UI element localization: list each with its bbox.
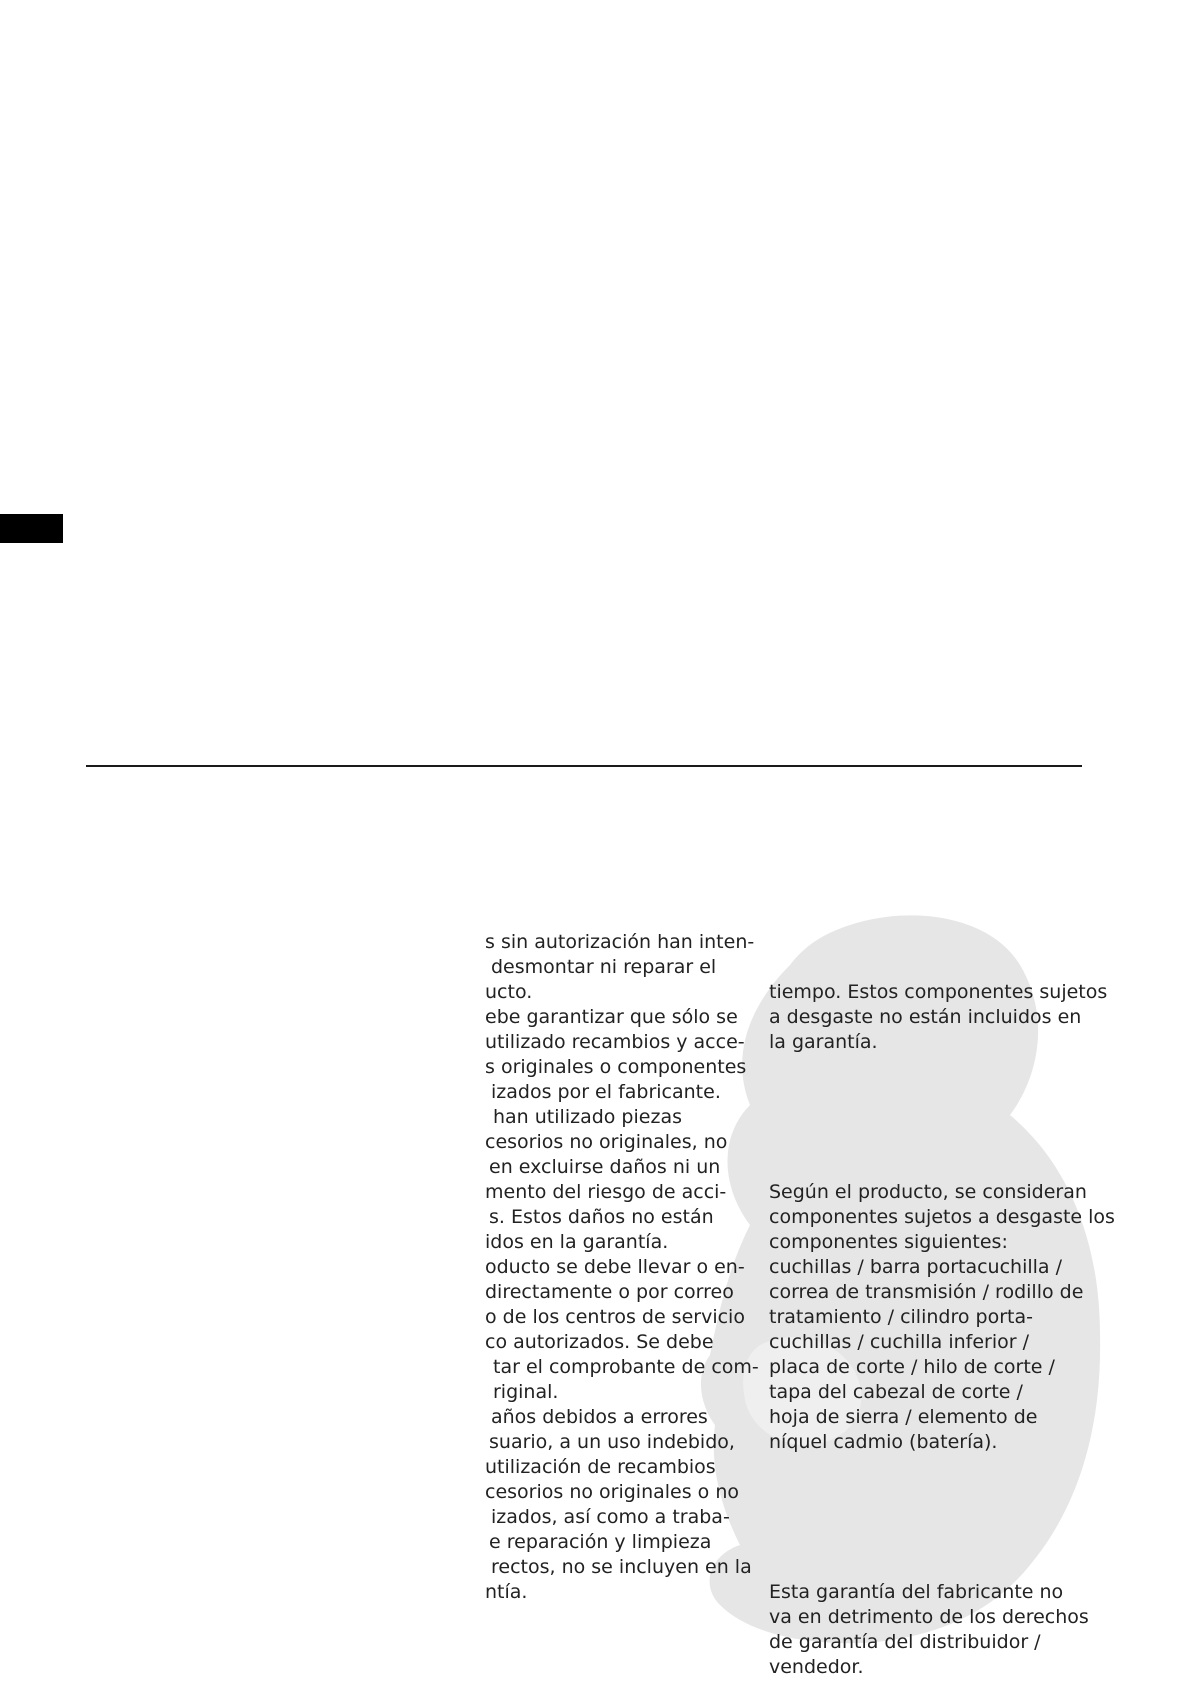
left-column-line: cesorios no originales, no: [485, 1131, 728, 1153]
left-column-line: s. Estos daños no están: [489, 1206, 714, 1228]
left-column-line: idos en la garantía.: [485, 1231, 669, 1253]
left-column-line: oducto se debe llevar o en-: [485, 1256, 745, 1278]
paragraph-manufacturer-warranty: [769, 1580, 1115, 1680]
left-column-line: han utilizado piezas: [493, 1106, 682, 1128]
right-column-line: placa de corte / hilo de corte /: [769, 1356, 1055, 1378]
left-column-line: años debidos a errores: [491, 1406, 708, 1428]
right-column-line: tiempo. Estos componentes sujetos: [769, 981, 1108, 1003]
right-column-line: níquel cadmio (batería).: [769, 1431, 998, 1453]
left-column-line: suario, a un uso indebido,: [489, 1431, 735, 1453]
left-column-line: riginal.: [493, 1381, 559, 1403]
paragraph-wear-parts-list: [769, 1180, 1115, 1455]
right-column-line: tratamiento / cilindro porta-: [769, 1306, 1033, 1328]
left-column-line: desmontar ni reparar el: [491, 956, 717, 978]
right-column-line: Según el producto, se consideran: [769, 1181, 1087, 1203]
left-column-line: tar el comprobante de com-: [493, 1356, 759, 1378]
left-column-line: ntía.: [485, 1581, 528, 1603]
left-column-line: utilización de recambios: [485, 1456, 716, 1478]
left-column-line: s sin autorización han inten-: [485, 931, 755, 953]
left-column-line: izados por el fabricante.: [491, 1081, 721, 1103]
left-text-column: [485, 930, 759, 1605]
right-column-line: de garantía del distribuidor /: [769, 1631, 1041, 1653]
left-column-line: ebe garantizar que sólo se: [485, 1006, 738, 1028]
left-column-line: cesorios no originales o no: [485, 1481, 739, 1503]
right-column-line: cuchillas / cuchilla inferior /: [769, 1331, 1029, 1353]
left-column-line: mento del riesgo de acci-: [485, 1181, 727, 1203]
left-column-line: ucto.: [485, 981, 533, 1003]
section-tab-marker: [0, 514, 63, 543]
left-column-line: utilizado recambios y acce-: [485, 1031, 745, 1053]
right-column-line: componentes siguientes:: [769, 1231, 1008, 1253]
right-column-line: cuchillas / barra portacuchilla /: [769, 1256, 1062, 1278]
right-column-line: va en detrimento de los derechos: [769, 1606, 1089, 1628]
right-column-line: correa de transmisión / rodillo de: [769, 1281, 1084, 1303]
left-column-line: s originales o componentes: [485, 1056, 747, 1078]
right-column-line: tapa del cabezal de corte /: [769, 1381, 1023, 1403]
left-column-line: co autorizados. Se debe: [485, 1331, 714, 1353]
right-column-line: vendedor.: [769, 1656, 864, 1678]
left-column-line: en excluirse daños ni un: [489, 1156, 721, 1178]
left-column-line: rectos, no se incluyen en la: [491, 1556, 752, 1578]
paragraph-wear-parts-intro: [769, 980, 1115, 1055]
right-column-line: componentes sujetos a desgaste los: [769, 1206, 1115, 1228]
right-column-line: la garantía.: [769, 1031, 878, 1053]
left-column-line: e reparación y limpieza: [489, 1531, 712, 1553]
right-text-column: [769, 930, 1115, 1705]
left-column-line: o de los centros de servicio: [485, 1306, 745, 1328]
left-column-line: izados, así como a traba-: [491, 1506, 730, 1528]
horizontal-rule: [86, 765, 1082, 767]
right-column-line: a desgaste no están incluidos en: [769, 1006, 1082, 1028]
right-column-line: hoja de sierra / elemento de: [769, 1406, 1038, 1428]
left-column-line: directamente o por correo: [485, 1281, 734, 1303]
right-column-line: Esta garantía del fabricante no: [769, 1581, 1064, 1603]
